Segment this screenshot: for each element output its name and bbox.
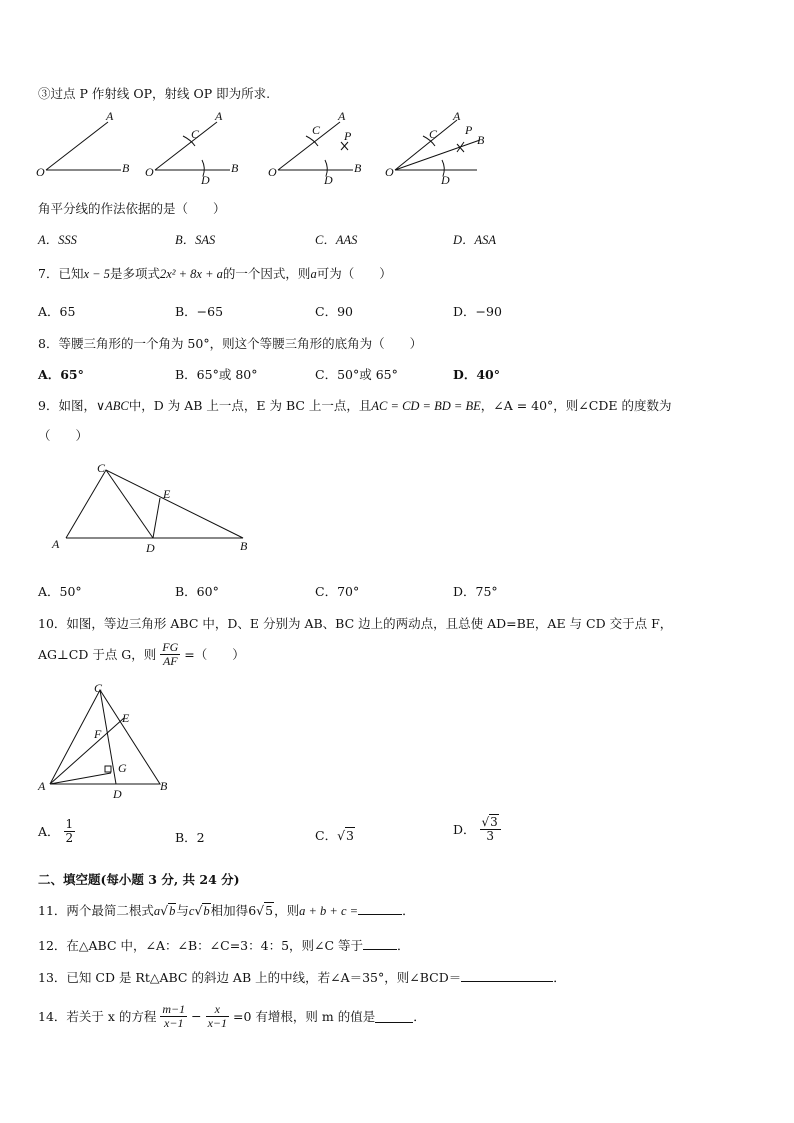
q10-option-c[interactable]: C．√3 <box>315 828 354 843</box>
fig3-label-c: C <box>312 123 321 137</box>
fig3-label-p: P <box>344 129 352 143</box>
q9-option-c[interactable]: C．70° <box>315 584 360 599</box>
q14-answer-blank[interactable] <box>375 1010 413 1023</box>
q10-option-a[interactable]: A． $\frac{1}{2}$ <box>38 817 74 845</box>
fig2-label-d: D <box>201 173 210 187</box>
q8-option-a[interactable]: A．65° <box>38 367 84 382</box>
q8-option-c[interactable]: C．50°或 65° <box>315 367 398 382</box>
q9-figure <box>48 458 258 556</box>
fig2-label-b: B <box>231 161 239 175</box>
q7-option-c[interactable]: C．90 <box>315 304 353 319</box>
q10-label-e: E <box>122 711 130 725</box>
q6-figure-2 <box>145 109 255 187</box>
q7-stem: 7．已知x − 5是多项式2x² + 8x + a的一个因式，则a可为（ ） <box>38 266 392 281</box>
q14-stem: 14．若关于 x 的方程 $\frac{m-1}{x-1}$ − $\frac{x}{x-1}$ =0 有增根，则 m 的值是 ． <box>38 1002 426 1030</box>
fig4-label-c: C <box>429 127 438 141</box>
fig1-label-b: B <box>122 161 130 175</box>
q6-option-a[interactable]: A．SSS <box>38 233 77 247</box>
q6-option-c[interactable]: C．AAS <box>315 233 358 247</box>
q10-label-a: A <box>38 779 46 793</box>
q10-option-d[interactable]: D． $\frac{√3}{3}$ <box>453 816 501 842</box>
q10-figure <box>36 680 176 800</box>
q10-label-g: G <box>118 761 127 775</box>
fig4-label-d: D <box>441 173 450 187</box>
q10-line1: 10．如图，等边三角形 ABC 中，D、E 分别为 AB、BC 边上的两动点，且总使 AD=BE，AE 与 CD 交于点 F， <box>38 616 673 631</box>
q6-step3: ③过点 P 作射线 OP，射线 OP 即为所求. <box>38 86 271 101</box>
q7-option-a[interactable]: A．65 <box>38 304 76 319</box>
q10-line2: AG⊥CD 于点 G，则 $\frac{FG}{AF}$ =（ ） <box>38 640 245 668</box>
q9-option-d[interactable]: D．75° <box>453 584 498 599</box>
fig2-label-c: C <box>191 127 200 141</box>
q12-stem: 12．在△ABC 中，∠A：∠B：∠C=3：4：5，则∠C 等于 ． <box>38 938 410 953</box>
q10-label-c: C <box>94 681 103 695</box>
q10-label-b: B <box>160 779 168 793</box>
q11-answer-blank[interactable] <box>358 902 402 915</box>
fig4-label-o: O <box>385 165 394 179</box>
section-2-title: 二、填空题(每小题 3 分, 共 24 分) <box>38 872 240 887</box>
q9-option-b[interactable]: B．60° <box>175 584 219 599</box>
fig3-label-b: B <box>354 161 362 175</box>
q6-question: 角平分线的作法依据的是（ ） <box>38 201 226 216</box>
fig1-label-a: A <box>106 109 114 123</box>
q6-figure-4 <box>385 109 495 187</box>
q6-figure-1 <box>36 109 146 182</box>
q8-stem: 8．等腰三角形的一个角为 50°，则这个等腰三角形的底角为（ ） <box>38 336 423 351</box>
q11-stem: 11．两个最简二根式a√b与c√b相加得6√5，则a + b + c = ． <box>38 903 415 918</box>
fig3-label-d: D <box>324 173 333 187</box>
q9-paren: （ ） <box>38 428 89 443</box>
q6-option-d[interactable]: D．ASA <box>453 233 497 247</box>
q9-label-a: A <box>52 537 60 551</box>
q9-stem: 9．如图，∨ABC中，D 为 AB 上一点，E 为 BC 上一点，且AC = CD = BD = BE，∠A = 40°，则∠CDE 的度数为 <box>38 398 672 413</box>
q7-option-d[interactable]: D．−90 <box>453 304 502 319</box>
fig4-label-p: P <box>465 123 473 137</box>
q10-option-b[interactable]: B．2 <box>175 830 205 845</box>
fig4-label-a: A <box>453 109 461 123</box>
q10-label-d: D <box>113 787 122 801</box>
q7-option-b[interactable]: B．−65 <box>175 304 224 319</box>
q9-label-b: B <box>240 539 248 553</box>
q9-label-e: E <box>163 487 171 501</box>
fig3-label-o: O <box>268 165 277 179</box>
q9-option-a[interactable]: A．50° <box>38 584 82 599</box>
fig1-label-o: O <box>36 165 45 179</box>
q13-stem: 13．已知 CD 是 Rt△ABC 的斜边 AB 上的中线，若∠A＝35°，则∠BCD＝ ． <box>38 970 566 985</box>
fig3-label-a: A <box>338 109 346 123</box>
fig2-label-o: O <box>145 165 154 179</box>
q8-option-d[interactable]: D．40° <box>453 367 500 382</box>
fig2-label-a: A <box>215 109 223 123</box>
q10-label-f: F <box>94 727 102 741</box>
q6-figure-3 <box>268 109 378 187</box>
q13-answer-blank[interactable] <box>461 969 553 982</box>
q6-option-b[interactable]: B．SAS <box>175 233 216 247</box>
q9-label-d: D <box>146 541 155 555</box>
fig4-label-b: B <box>477 133 485 147</box>
q8-option-b[interactable]: B．65°或 80° <box>175 367 258 382</box>
q12-answer-blank[interactable] <box>363 937 397 950</box>
q9-label-c: C <box>97 461 106 475</box>
